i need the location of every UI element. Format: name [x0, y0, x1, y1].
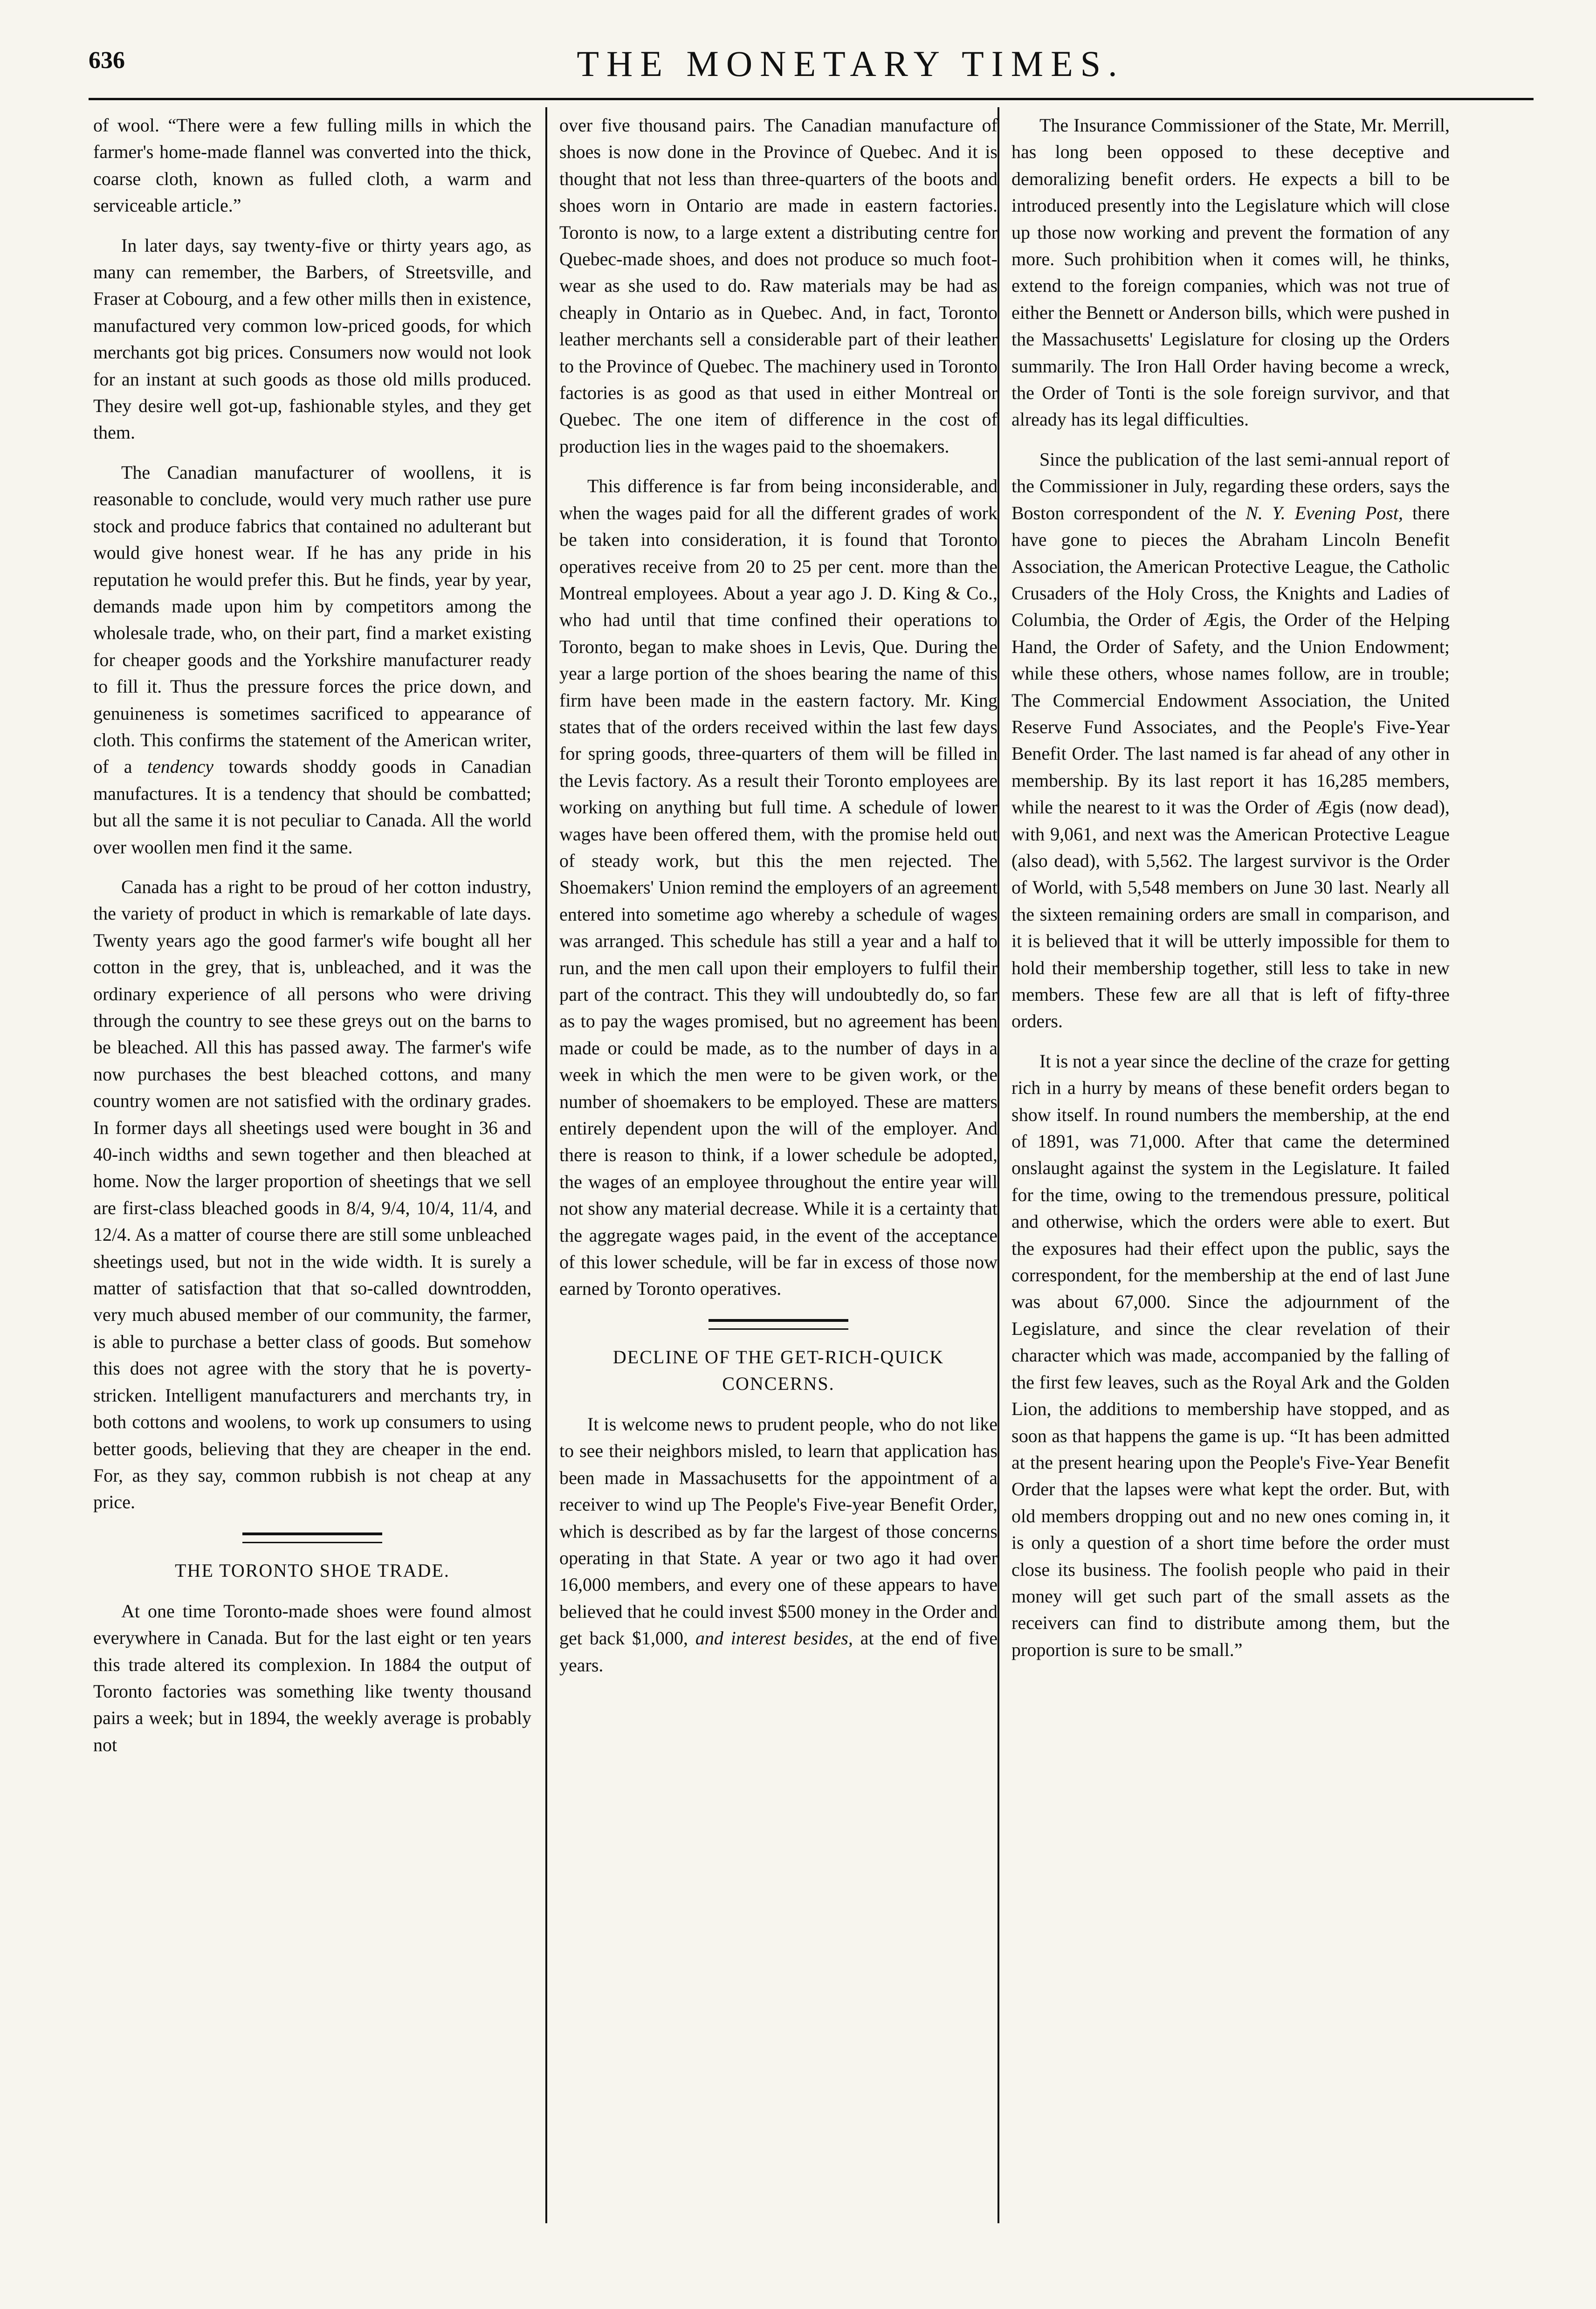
- section-heading: THE TORONTO SHOE TRADE.: [175, 1560, 450, 1581]
- section-rule: [709, 1319, 848, 1330]
- column-right: [1011, 112, 1450, 1676]
- column-left: [93, 112, 531, 1771]
- section-heading: DECLINE OF THE GET-RICH-QUICK CONCERNS.: [612, 1346, 944, 1394]
- paragraph: of wool. “There were a few fulling mills in which the farmer's home-made flannel was converted into the thick, coarse cloth, known as fulled cloth, a warm and serviceable article.”: [93, 115, 531, 216]
- paragraph: It is welcome news to prudent people, who do not like to see their neighbors misled, to learn that application has been made in Massachusetts for the appointment of a receiver to wind up The People's Five-year Benefit Order, which is described as by far the largest of those concerns operating in that State. A year or two ago it had over 16,000 members, and every one of these appears to have believed that he could invest $500 money in the Order and get back $1,000, and interest besides, at the end of five years.: [559, 1413, 998, 1676]
- paragraph: This difference is far from being inconsiderable, and when the wages paid for all the different grades of work be taken into consideration, it is found that Toronto operatives receive from 20 to 25 per cent. more than the Montreal employees. About a year ago J. D. King & Co., who had until that time confined their operations to Toronto, began to make shoes in Levis, Que. During the year a large portion of the shoes bearing the name of this firm have been made in the eastern factory. Mr. King states that of the orders received within the last few days for spring goods, three-quarters of them will be filled in the Levis factory. As a result their Toronto employees are working on anything but full time. A schedule of lower wages have been offered them, with the promise held out of steady work, but this the men rejected. The Shoemakers' Union remind the employers of an agreement entered into sometime ago whereby a schedule of wages was arranged. This schedule has still a year and a half to run, and the men call upon their employers to fulfil their part of the contract. This they will undoubtedly do, so far as to pay the wages promised, but no agreement has been made or could be made, as to the number of days in a week in which the men were to be given work, or the number of shoemakers to be employed. These are matters entirely dependent upon the will of the employer. And there is reason to think, if a lower schedule be adopted, the wages of an employee throughout the entire year will not show any material decrease. While it is a certainty that the aggregate wages paid, in the event of the acceptance of this lower schedule, will be far in excess of those now earned by Toronto operatives.: [559, 475, 998, 1299]
- paragraph: Since the publication of the last semi-annual report of the Commissioner in July, regarding these orders, says the Boston correspondent of the N. Y. Evening Post, there have gone to pieces the Abraham Lincoln Benefit Association, the American Protective League, the Catholic Crusaders of the Holy Cross, the Knights and Ladies of Columbia, the Order of Ægis, the Order of the Helping Hand, the Order of Safety, and the Union Endowment; while these others, whose names follow, are in trouble; The Commercial Endowment Association, the United Reserve Fund Associates, and the People's Five-Year Benefit Order. The last named is far ahead of any other in membership. By its last report it has 16,285 members, while the nearest to it was the Order of Ægis (now dead), with 9,061, and next was the American Protective League (also dead), with 5,562. The largest survivor is the Order of World, with 5,548 members on June 30 last. Nearly all the sixteen remaining orders are small in comparison, and it is believed that it will be utterly impossible for them to hold their membership together, still less to take in new members. These few are all that is left of fifty-three orders.: [1011, 448, 1450, 1032]
- paragraph: Canada has a right to be proud of her cotton industry, the variety of product in which is remarkable of late days. Twenty years ago the good farmer's wife bought all her cotton in the grey, that is, unbleached, and it was the ordinary experience of all persons who were driving through the country to see these greys out on the barns to be bleached. All this has passed away. The farmer's wife now purchases the best bleached cottons, and many country women are not satisfied with the ordinary grades. In former days all sheetings used were bought in 36 and 40-inch widths and sewn together and then bleached at home. Now the larger proportion of sheetings that we sell are first-class bleached goods in 8/4, 9/4, 10/4, 11/4, and 12/4. As a matter of course there are still some unbleached sheetings used, but not in the wide width. It is surely a matter of satisfaction that that so-called downtrodden, very much abused member of our community, the farmer, is able to purchase a better class of goods. But somehow this does not agree with the story that he is poverty-stricken. Intelligent manufacturers and merchants try, in both cottons and woolens, to work up consumers to using better goods, believing that they are cheaper in the end. For, as they say, common rubbish is not cheap at any price.: [93, 876, 531, 1513]
- paragraph: The Canadian manufacturer of woollens, it is reasonable to conclude, would very much rather use pure stock and produce fabrics that contained no adulterant but would give honest wear. If he has any pride in his reputation he would prefer this. But he finds, year by year, demands made upon him by competitors among the wholesale trade, who, on their part, find a market existing for cheaper goods and the Yorkshire manufacturer ready to fill it. Thus the pressure forces the price down, and genuineness is sometimes sacrificed to appearance of cloth. This confirms the statement of the American writer, of a tendency towards shoddy goods in Canadian manufactures. It is a tendency that should be combatted; but all the same it is not peculiar to Canada. All the world over woollen men find it the same.: [93, 461, 531, 858]
- header-rule: [89, 98, 1534, 100]
- page-number: 636: [89, 47, 125, 74]
- paragraph: At one time Toronto-made shoes were found almost everywhere in Canada. But for the last eight or ten years this trade altered its complexion. In 1884 the output of Toronto factories was something like twenty thousand pairs a week; but in 1894, the weekly average is probably not: [93, 1600, 531, 1755]
- paragraph: It is not a year since the decline of the craze for getting rich in a hurry by means of these benefit orders began to show itself. In round numbers the membership, at the end of 1891, was 71,000. After that came the determined onslaught against the system in the Legislature. It failed for the time, owing to the tremendous pressure, political and otherwise, which the orders were able to exert. But the exposures had their effect upon the public, says the correspondent, for the membership at the end of last June was about 67,000. Since the adjournment of the Legislature, and since the clear revelation of their character which was made, accompanied by the falling of the first few leaves, such as the Royal Ark and the Golden Lion, the additions to membership have stopped, and as soon as that happens the game is up. “It has been admitted at the present hearing upon the People's Five-Year Benefit Order that the lapses were what kept the order. But, with old members dropping out and no new ones coming in, it is only a question of a short time before the order must close its business. The foolish people who paid in their money will get such part of the small assets as the receivers can find to distribute among them, but the proportion is sure to be small.”: [1011, 1050, 1450, 1660]
- paragraph: The Insurance Commissioner of the State, Mr. Merrill, has long been opposed to these deceptive and demoralizing benefit orders. He expects a bill to be introduced presently into the Legislature which will close up those now working and prevent the formation of any more. Such prohibition when it comes will, he thinks, extend to the foreign companies, which was not true of either the Bennett or Anderson bills, which were pushed in the Massachusetts' Legislature for closing up the Orders summarily. The Iron Hall Order having become a wreck, the Order of Tonti is the sole foreign survivor, and that already has its legal difficulties.: [1011, 115, 1450, 430]
- paragraph: over five thousand pairs. The Canadian manufacture of shoes is now done in the Province of Quebec. And it is thought that not less than three-quarters of the boots and shoes worn in Ontario are made in eastern factories. Toronto is now, to a large extent a distributing centre for Quebec-made shoes, and does not produce so much foot-wear as she used to do. Raw materials may be had as cheaply in Ontario as in Quebec. And, in fact, Toronto leather merchants sell a considerable part of their leather to the Province of Quebec. The machinery used in Toronto factories is as good as that used in either Montreal or Quebec. The one item of difference in the cost of production lies in the wages paid to the shoemakers.: [559, 115, 998, 457]
- column-divider: [998, 107, 999, 2223]
- masthead: THE MONETARY TIMES.: [577, 43, 1125, 84]
- section-rule: [242, 1532, 382, 1543]
- paragraph: In later days, say twenty-five or thirty years ago, as many can remember, the Barbers, of Streetsville, and Fraser at Cobourg, and a few other mills then in existence, manufactured very common low-priced goods, for which merchants got big prices. Consumers now would not look for an instant at such goods as those old mills produced. They desire well got-up, fashionable styles, and they get them.: [93, 234, 531, 443]
- column-divider: [545, 107, 547, 2223]
- column-middle: [559, 112, 998, 1691]
